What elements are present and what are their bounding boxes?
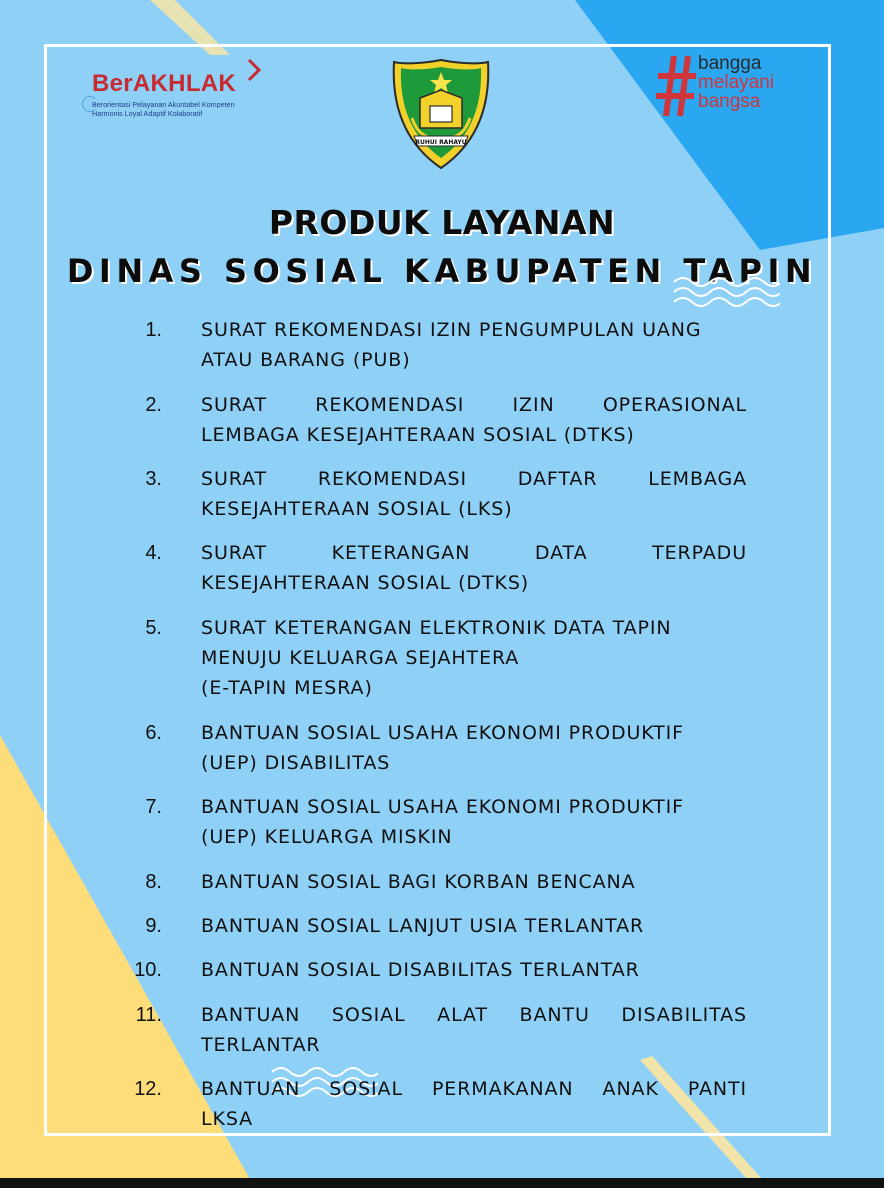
bangga-line-2: melayani <box>698 72 775 93</box>
list-item-line: SURAT KETERANGAN DATA TERPADU <box>201 542 747 564</box>
list-item-line: BANTUAN SOSIAL PERMAKANAN ANAK PANTI <box>201 1078 747 1100</box>
bangga-melayani-bangsa-logo <box>656 54 816 124</box>
list-item-number: 2. <box>145 394 162 416</box>
list-item-number: 3. <box>145 468 162 490</box>
wave-decoration-icon <box>672 272 780 312</box>
list-item-line: SURAT KETERANGAN ELEKTRONIK DATA TAPIN <box>201 617 672 639</box>
list-item-text <box>201 911 747 941</box>
list-item-text <box>201 613 747 703</box>
list-item-text <box>201 315 747 375</box>
list-item-number: 4. <box>145 542 162 564</box>
list-item-line: BANTUAN SOSIAL USAHA EKONOMI PRODUKTIF <box>201 722 685 744</box>
list-item-line: TERLANTAR <box>201 1034 321 1056</box>
list-item-number: 6. <box>145 722 162 744</box>
list-item-line: ATAU BARANG (PUB) <box>201 349 411 371</box>
list-item-number: 7. <box>145 796 162 818</box>
list-item-number: 8. <box>145 871 162 893</box>
hashtag-icon <box>656 54 698 118</box>
list-item-text <box>201 955 747 985</box>
list-item-line: BANTUAN SOSIAL LANJUT USIA TERLANTAR <box>201 915 645 937</box>
list-item-line: KESEJAHTERAAN SOSIAL (DTKS) <box>201 572 530 594</box>
list-item-number: 10. <box>134 959 162 981</box>
list-item-line: SURAT REKOMENDASI IZIN OPERASIONAL <box>201 394 747 416</box>
chevron-right-icon <box>245 58 265 84</box>
list-item-line: (UEP) KELUARGA MISKIN <box>201 826 453 848</box>
list-item-line: LKSA <box>201 1108 254 1130</box>
list-item-line: KESEJAHTERAAN SOSIAL (LKS) <box>201 498 513 520</box>
list-item-number: 11. <box>135 1004 162 1026</box>
list-item-text <box>201 867 747 897</box>
bangga-line-3: bangsa <box>698 91 761 112</box>
list-item-line: BANTUAN SOSIAL USAHA EKONOMI PRODUKTIF <box>201 796 685 818</box>
list-item-text <box>201 1000 747 1060</box>
berakhlak-logo <box>82 58 272 128</box>
list-item-text <box>201 390 747 450</box>
berakhlak-tagline <box>92 100 235 118</box>
crest-banner-text: RUHUI RAHAYU <box>415 139 467 146</box>
list-item-text <box>201 1074 747 1134</box>
list-item-line: BANTUAN SOSIAL DISABILITAS TERLANTAR <box>201 959 640 981</box>
list-item-number: 1. <box>145 319 162 341</box>
list-item-line: (E-TAPIN MESRA) <box>201 677 373 699</box>
list-item-line: (UEP) DISABILITAS <box>201 752 391 774</box>
list-item-line: SURAT REKOMENDASI IZIN PENGUMPULAN UANG <box>201 319 702 341</box>
list-item-line: BANTUAN SOSIAL ALAT BANTU DISABILITAS <box>201 1004 747 1026</box>
page-title: PRODUK LAYANAN <box>268 203 616 242</box>
berakhlak-tagline-1: Berorientasi Pelayanan Akuntabel Kompeten <box>92 100 235 109</box>
list-item-number: 12. <box>134 1078 162 1100</box>
list-item-text <box>201 718 747 778</box>
bottom-bar <box>0 1178 884 1188</box>
list-item-line: SURAT REKOMENDASI DAFTAR LEMBAGA <box>201 468 747 490</box>
page-subtitle: DINAS SOSIAL KABUPATEN TAPIN <box>66 252 818 290</box>
tapin-regency-crest-icon <box>392 58 490 170</box>
list-item-number: 5. <box>145 617 162 639</box>
list-item-line: BANTUAN SOSIAL BAGI KORBAN BENCANA <box>201 871 636 893</box>
list-item-text <box>201 538 747 598</box>
bangga-line-1: bangga <box>698 53 762 74</box>
berakhlak-wordmark: BerAKHLAK <box>92 70 237 97</box>
list-item-number: 9. <box>145 915 162 937</box>
list-item-text <box>201 792 747 852</box>
list-item-line: MENUJU KELUARGA SEJAHTERA <box>201 647 520 669</box>
bangga-text <box>698 54 774 111</box>
list-item-line: LEMBAGA KESEJAHTERAAN SOSIAL (DTKS) <box>201 424 635 446</box>
berakhlak-tagline-2: Harmonis Loyal Adaptif Kolaboratif <box>92 109 203 118</box>
list-item-text <box>201 464 747 524</box>
